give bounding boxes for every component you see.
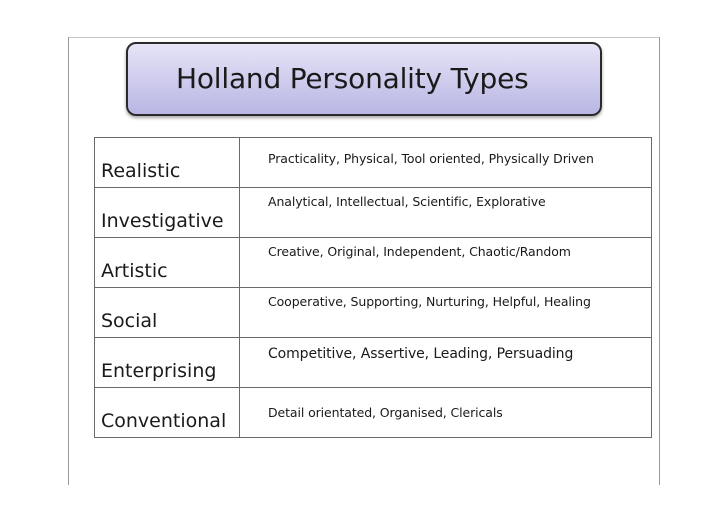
type-name-cell: Investigative bbox=[95, 188, 240, 238]
table-row bbox=[95, 138, 652, 188]
traits-cell: Cooperative, Supporting, Nurturing, Helpful, Healing bbox=[240, 288, 652, 338]
table-row bbox=[95, 388, 652, 438]
type-name-cell: Conventional bbox=[95, 388, 240, 438]
traits-cell: Competitive, Assertive, Leading, Persuading bbox=[240, 338, 652, 388]
traits-cell: Analytical, Intellectual, Scientific, Explorative bbox=[240, 188, 652, 238]
type-name-cell: Social bbox=[95, 288, 240, 338]
type-name-cell: Artistic bbox=[95, 238, 240, 288]
table-row bbox=[95, 188, 652, 238]
title-banner bbox=[126, 42, 602, 116]
table-row bbox=[95, 238, 652, 288]
traits-cell: Practicality, Physical, Tool oriented, Physically Driven bbox=[240, 138, 652, 188]
type-name-cell: Realistic bbox=[95, 138, 240, 188]
table-row bbox=[95, 288, 652, 338]
personality-types-table bbox=[94, 137, 652, 438]
table-row bbox=[95, 338, 652, 388]
type-name-cell: Enterprising bbox=[95, 338, 240, 388]
traits-cell: Detail orientated, Organised, Clericals bbox=[240, 388, 652, 438]
page-title: Holland Personality Types bbox=[176, 62, 529, 95]
traits-cell: Creative, Original, Independent, Chaotic/Random bbox=[240, 238, 652, 288]
